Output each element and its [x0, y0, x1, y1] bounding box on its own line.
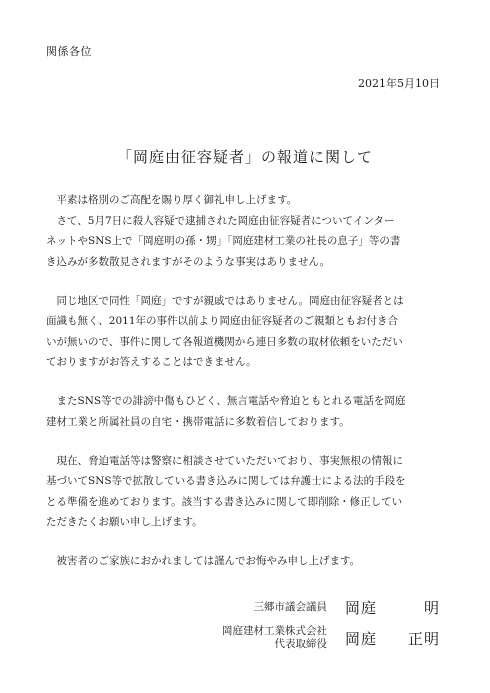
body-line: ておりますがお答えすることはできません。	[46, 356, 257, 368]
paragraph-relation	[46, 291, 446, 373]
letter-date: 2021年5月10日	[358, 77, 440, 90]
signature-surname: 岡庭	[345, 599, 378, 617]
signature-council-member	[254, 597, 441, 618]
signature-name	[345, 597, 440, 618]
signature-title	[222, 625, 327, 651]
paragraph-greeting	[46, 190, 446, 272]
signature-title-line: 代表取締役	[274, 638, 327, 650]
body-line: さて、5月7日に殺人容疑で逮捕された岡庭由征容疑者についてインター	[46, 214, 395, 227]
body-line: とる準備を進めております。該当する書き込みに関して即削除・修正してい	[46, 495, 403, 508]
signature-surname: 岡庭	[345, 629, 378, 648]
body-line: ただきたくお願い申し上げます。	[46, 516, 203, 528]
body-line: 被害者のご家族におかれましては謹んでお悔やみ申し上げます。	[46, 555, 361, 567]
body-line: 現在、脅迫電話等は警察に相談させていただいており、事実無根の情報に	[46, 454, 403, 467]
signature-name	[345, 628, 440, 649]
body-line: ネットやSNS上で「岡庭明の孫・甥」「岡庭建材工業の社長の息子」等の書	[46, 235, 401, 247]
document-title: 「岡庭由征容疑者」の報道に関して	[116, 148, 373, 166]
body-line: またSNS等での誹謗中傷もひどく、無言電話や脅迫ともとれる電話を岡庭	[46, 395, 406, 407]
body-line: 基づいてSNS等で拡散している書き込みに関しては弁護士による法的手段を	[46, 475, 406, 487]
body-line: 面識も無く、2011年の事件以前より岡庭由征容疑者のご親類ともお付き合	[46, 315, 399, 327]
addressee: 関係各位	[46, 45, 92, 58]
signature-given-name: 明	[423, 599, 440, 617]
paragraph-condolence	[46, 551, 446, 572]
body-line: いが無いので、事件に関して各報道機関から連日多数の取材依頼をいただい	[46, 335, 403, 348]
body-line: 同じ地区で同性「岡庭」ですが親戚ではありません。岡庭由征容疑者とは	[46, 294, 404, 307]
signature-title-line: 三郷市議会議員	[253, 601, 327, 613]
letter-body	[46, 190, 446, 590]
signature-title	[254, 601, 328, 614]
body-line: 建材工業と所属社員の自宅・携帯電話に多数着信しております。	[46, 415, 350, 428]
paragraph-legal-action	[46, 451, 446, 533]
signature-title-line: 岡庭建材工業株式会社	[222, 625, 327, 637]
signature-given-name: 正明	[407, 629, 440, 648]
body-line: 平素は格別のご高配を賜り厚く御礼申し上げます。	[46, 194, 298, 206]
signature-company-representative	[222, 625, 440, 651]
paragraph-harassment	[46, 391, 446, 432]
body-line: き込みが多数散見されますがそのような事実はありません。	[46, 255, 331, 268]
